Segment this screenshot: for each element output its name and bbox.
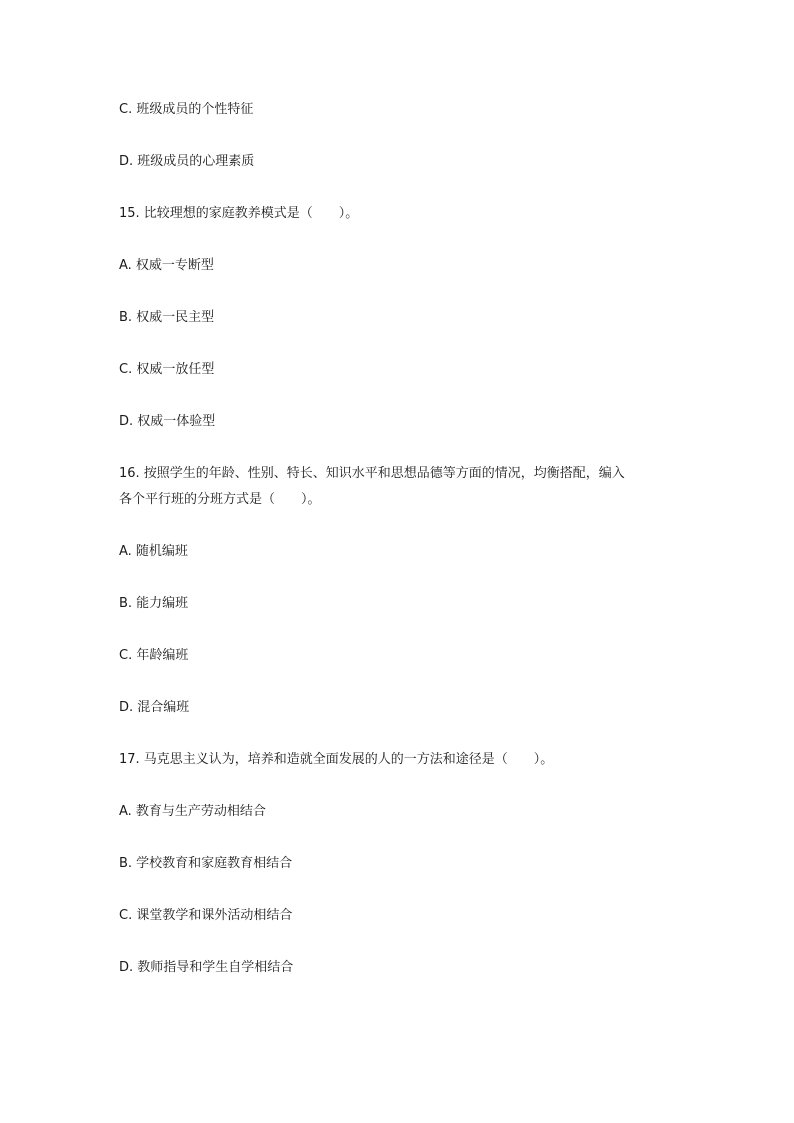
question-15: 15. 比较理想的家庭教养模式是（ ）。 <box>119 206 359 221</box>
option-b-q17: B. 学校教育和家庭教育相结合 <box>119 856 293 871</box>
option-c-q16: C. 年龄编班 <box>119 648 189 663</box>
option-c-q14: C. 班级成员的个性特征 <box>119 102 254 117</box>
question-16-line-1: 16. 按照学生的年龄、性别、特长、知识水平和思想品德等方面的情况，均衡搭配，编入 <box>119 466 625 481</box>
question-17: 17. 马克思主义认为，培养和造就全面发展的人的一方法和途径是（ ）。 <box>119 752 554 767</box>
option-c-q17: C. 课堂教学和课外活动相结合 <box>119 908 293 923</box>
option-d-q17: D. 教师指导和学生自学相结合 <box>119 960 294 975</box>
option-b-q15: B. 权威一民主型 <box>119 310 215 325</box>
option-a-q15: A. 权威一专断型 <box>119 258 214 273</box>
option-b-q16: B. 能力编班 <box>119 596 189 611</box>
option-a-q17: A. 教育与生产劳动相结合 <box>119 804 266 819</box>
option-c-q15: C. 权威一放任型 <box>119 362 215 377</box>
option-a-q16: A. 随机编班 <box>119 544 188 559</box>
option-d-q16: D. 混合编班 <box>119 700 190 715</box>
option-d-q15: D. 权威一体验型 <box>119 414 216 429</box>
option-d-q14: D. 班级成员的心理素质 <box>119 154 255 169</box>
question-16-line-2: 各个平行班的分班方式是（ ）。 <box>119 492 321 507</box>
